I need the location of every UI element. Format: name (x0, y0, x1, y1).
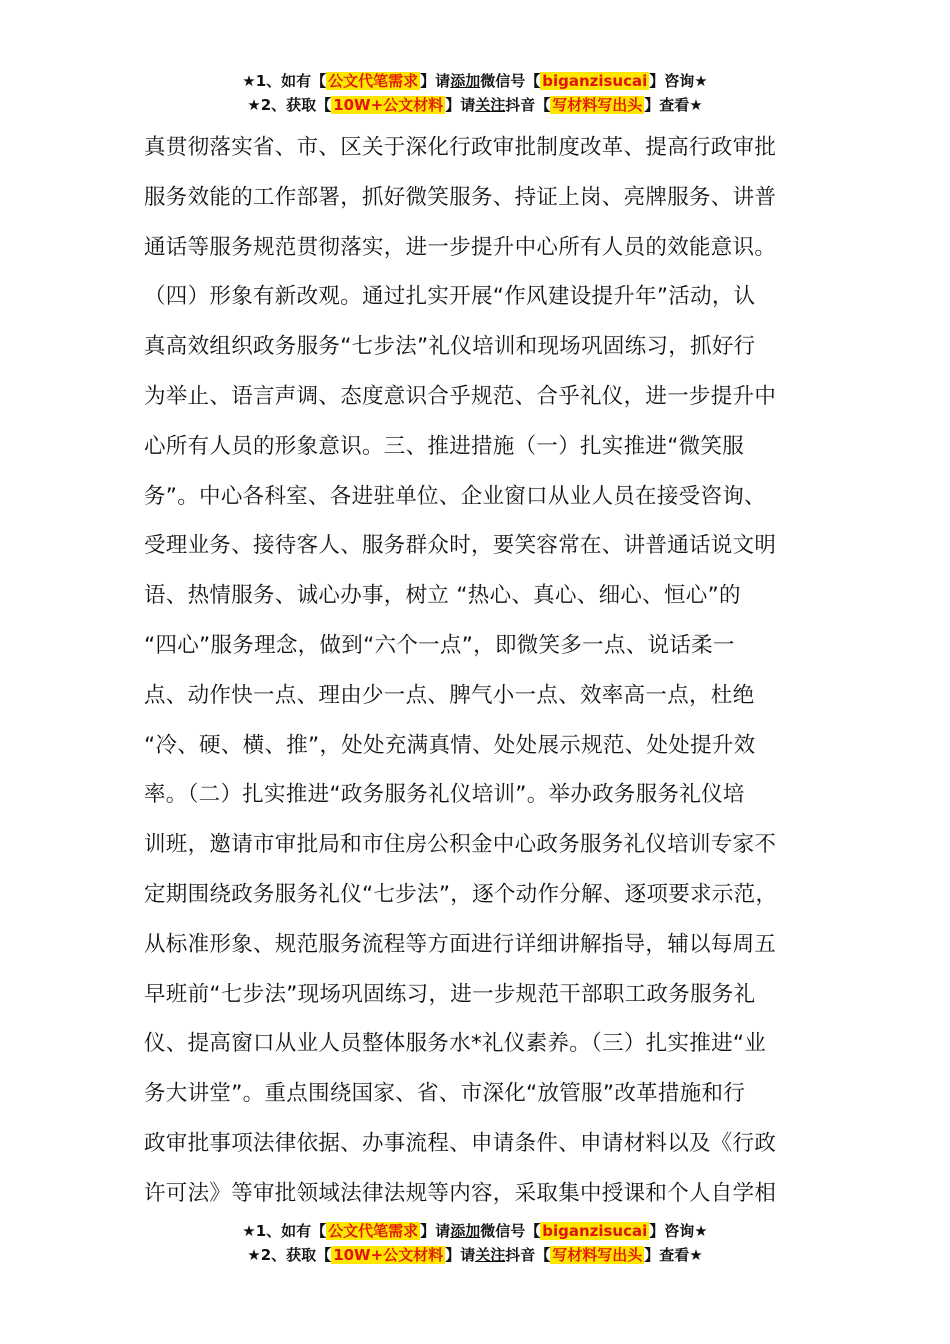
banner-line-1-highlight-wechat: biganzisucai (542, 1222, 648, 1240)
banner-line-1-mid2: 微信号【 (480, 1222, 541, 1240)
footer-banner (0, 1220, 950, 1268)
banner-line-2-highlight-materials: 10W+公文材料 (333, 96, 444, 114)
banner-line-2-prefix: ★2、获取【 (247, 1246, 332, 1264)
banner-line-1-mid2: 微信号【 (480, 72, 541, 90)
body-line: 为举止、语言声调、态度意识合乎规范、合乎礼仪，进一步提升中 (144, 383, 777, 409)
banner-line-2-mid2: 抖音【 (505, 96, 551, 114)
body-line: （四）形象有新改观。通过扎实开展“作风建设提升年”活动，认 (144, 284, 756, 310)
banner-line-2-underlined: 关注 (475, 1246, 506, 1264)
body-line: 早班前“七步法”现场巩固练习，进一步规范干部职工政务服务礼 (144, 981, 756, 1007)
document-body (144, 123, 834, 1219)
banner-line-2-suffix: 】查看★ (644, 96, 703, 114)
body-line: 通话等服务规范贯彻落实，进一步提升中心所有人员的效能意识。 (144, 234, 777, 260)
body-line: 语、热情服务、诚心办事，树立 “热心、真心、细心、恒心”的 (144, 583, 741, 609)
banner-line-1 (0, 1220, 950, 1244)
banner-line-1-highlight-service: 公文代笔需求 (328, 1222, 419, 1240)
body-line: 受理业务、接待客人、服务群众时，要笑容常在、讲普通话说文明 (144, 533, 777, 559)
banner-line-1-suffix: 】咨询★ (649, 1222, 708, 1240)
body-line: 服务效能的工作部署，抓好微笑服务、持证上岗、亮牌服务、讲普 (144, 184, 777, 210)
body-line: “四心”服务理念，做到“六个一点”，即微笑多一点、说话柔一 (144, 632, 735, 658)
banner-line-1-highlight-wechat: biganzisucai (542, 72, 648, 90)
body-line: 从标准形象、规范服务流程等方面进行详细讲解指导，辅以每周五 (144, 931, 777, 957)
body-line: 训班，邀请市审批局和市住房公积金中心政务服务礼仪培训专家不 (144, 832, 777, 858)
banner-line-2-mid: 】请 (445, 1246, 476, 1264)
banner-line-2-suffix: 】查看★ (644, 1246, 703, 1264)
banner-line-2 (0, 1244, 950, 1268)
banner-line-1-mid: 】请 (420, 72, 451, 90)
body-line: 真贯彻落实省、市、区关于深化行政审批制度改革、提高行政审批 (144, 135, 777, 160)
banner-line-1-prefix: ★1、如有【 (242, 1222, 327, 1240)
body-line: 仪、提高窗口从业人员整体服务水*礼仪素养。（三）扎实推进“业 (144, 1031, 767, 1057)
body-line: 许可法》等审批领域法律法规等内容，采取集中授课和个人自学相 (144, 1180, 777, 1206)
body-line: 心所有人员的形象意识。三、推进措施（一）扎实推进“微笑服 (144, 433, 745, 459)
banner-line-2-highlight-douyin: 写材料写出头 (552, 1246, 643, 1264)
banner-line-2-underlined: 关注 (475, 96, 506, 114)
banner-line-1 (0, 70, 950, 94)
banner-line-1-highlight-service: 公文代笔需求 (328, 72, 419, 90)
body-line: 务大讲堂”。重点围绕国家、省、市深化“放管服”改革措施和行 (144, 1081, 746, 1107)
banner-line-1-underlined: 添加 (450, 72, 481, 90)
body-line: “冷、硬、横、推”，处处充满真情、处处展示规范、处处提升效 (144, 732, 756, 758)
body-line: 率。（二）扎实推进“政务服务礼仪培训”。举办政务服务礼仪培 (144, 782, 745, 808)
banner-line-2-mid2: 抖音【 (505, 1246, 551, 1264)
banner-line-2 (0, 94, 950, 118)
header-banner (0, 70, 950, 118)
body-line: 务”。中心各科室、各进驻单位、企业窗口从业人员在接受咨询、 (144, 483, 766, 509)
banner-line-1-underlined: 添加 (450, 1222, 481, 1240)
banner-line-1-suffix: 】咨询★ (649, 72, 708, 90)
body-line: 点、动作快一点、理由少一点、脾气小一点、效率高一点，杜绝 (144, 682, 755, 708)
body-line: 真高效组织政务服务“七步法”礼仪培训和现场巩固练习，抓好行 (144, 334, 756, 360)
banner-line-1-prefix: ★1、如有【 (242, 72, 327, 90)
body-line: 定期围绕政务服务礼仪“七步法”，逐个动作分解、逐项要求示范， (144, 881, 778, 907)
banner-line-2-prefix: ★2、获取【 (247, 96, 332, 114)
banner-line-2-highlight-materials: 10W+公文材料 (333, 1246, 444, 1264)
banner-line-2-mid: 】请 (445, 96, 476, 114)
banner-line-2-highlight-douyin: 写材料写出头 (552, 96, 643, 114)
banner-line-1-mid: 】请 (420, 1222, 451, 1240)
body-line: 政审批事项法律依据、办事流程、申请条件、申请材料以及《行政 (144, 1130, 777, 1156)
